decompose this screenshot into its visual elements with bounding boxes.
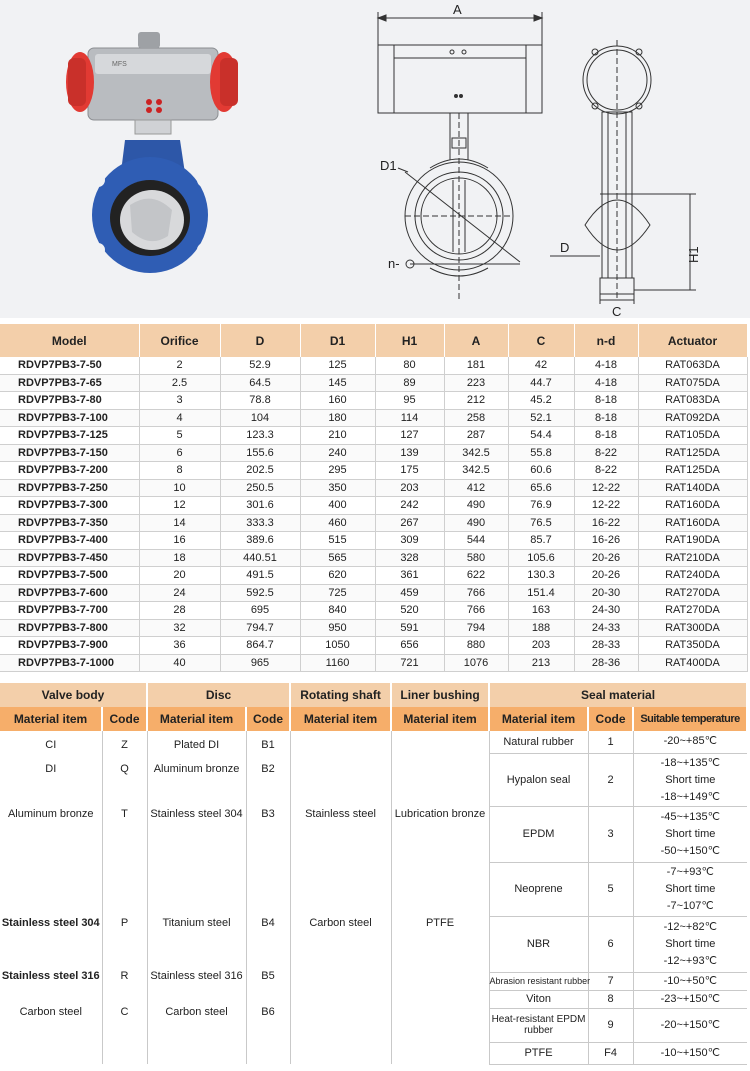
seal-temperature: -45~+135℃: [660, 810, 721, 823]
cell-actuator: RAT140DA: [638, 479, 747, 497]
cell-model: RDVP7PB3-7-350: [0, 514, 139, 532]
dimension-c-label: C: [612, 304, 622, 318]
cell-model: RDVP7PB3-7-80: [0, 392, 139, 410]
seal-temperature-note: Short time: [665, 773, 716, 786]
cell-orifice: 5: [139, 427, 220, 445]
cell-a: 342.5: [444, 444, 508, 462]
cell-h1: 242: [375, 497, 444, 515]
subheader-code: Code: [102, 707, 147, 731]
cell-d1: 400: [300, 497, 375, 515]
disc-code: B3: [261, 808, 275, 820]
cell-actuator: RAT160DA: [638, 514, 747, 532]
cell-d: 592.5: [220, 584, 300, 602]
cell-orifice: 32: [139, 619, 220, 637]
cell-d: 301.6: [220, 497, 300, 515]
cell-d: 64.5: [220, 374, 300, 392]
subheader-code: Code: [588, 707, 633, 731]
cell-model: RDVP7PB3-7-250: [0, 479, 139, 497]
cell-c: 54.4: [508, 427, 574, 445]
valve-body-code: Q: [120, 763, 129, 775]
disc-code: B4: [261, 917, 275, 929]
valve-body-item: Aluminum bronze: [7, 808, 94, 820]
cell-d: 104: [220, 409, 300, 427]
disc-code: B1: [261, 739, 275, 751]
seal-item: Hypalon seal: [489, 753, 588, 806]
cell-d1: 950: [300, 619, 375, 637]
subheader-material-item: Material item: [489, 707, 588, 731]
seal-item: Abrasion resistant rubber: [489, 972, 588, 990]
product-drawings: [0, 0, 750, 318]
seal-item: Viton: [489, 990, 588, 1008]
group-valve-body: Valve body: [0, 683, 147, 707]
cell-actuator: RAT083DA: [638, 392, 747, 410]
cell-orifice: 24: [139, 584, 220, 602]
cell-a: 223: [444, 374, 508, 392]
cell-actuator: RAT075DA: [638, 374, 747, 392]
cell-d: 78.8: [220, 392, 300, 410]
cell-d1: 145: [300, 374, 375, 392]
cell-h1: 127: [375, 427, 444, 445]
group-seal-material: Seal material: [489, 683, 747, 707]
cell-n-d: 12-22: [574, 479, 638, 497]
cell-h1: 721: [375, 654, 444, 672]
cell-d: 695: [220, 602, 300, 620]
cell-h1: 114: [375, 409, 444, 427]
cell-model: RDVP7PB3-7-400: [0, 532, 139, 550]
front-view-drawing: [378, 12, 542, 300]
seal-code: 1: [588, 731, 633, 753]
cell-actuator: RAT125DA: [638, 462, 747, 480]
cell-c: 76.9: [508, 497, 574, 515]
cell-n-d: 8-18: [574, 427, 638, 445]
col-header-d: D: [220, 324, 300, 357]
cell-d: 864.7: [220, 637, 300, 655]
cell-n-d: 4-18: [574, 357, 638, 374]
cell-c: 213: [508, 654, 574, 672]
seal-temperature: -50~+150℃: [660, 844, 721, 857]
cell-actuator: RAT270DA: [638, 584, 747, 602]
spec-row: [0, 549, 747, 567]
spec-row: [0, 514, 747, 532]
spec-row: [0, 374, 747, 392]
seal-temperature-cell: [633, 916, 747, 972]
cell-model: RDVP7PB3-7-500: [0, 567, 139, 585]
cell-n-d: 20-26: [574, 549, 638, 567]
subheader-material-item: Material item: [391, 707, 489, 731]
seal-code: 3: [588, 806, 633, 862]
cell-a: 580: [444, 549, 508, 567]
rotating-shaft-column: [290, 731, 391, 1064]
seal-code: 8: [588, 990, 633, 1008]
dimension-n-d-label: n-: [388, 256, 400, 271]
seal-item: Heat-resistant EPDM rubber: [489, 1008, 588, 1042]
seal-temperature-note: Short time: [665, 937, 716, 950]
dimension-h1-label: H1: [686, 246, 701, 263]
valve-body-item: DI: [45, 763, 57, 775]
product-illustration-area: [0, 0, 750, 318]
cell-a: 212: [444, 392, 508, 410]
cell-c: 45.2: [508, 392, 574, 410]
seal-item: Natural rubber: [489, 731, 588, 753]
cell-orifice: 2.5: [139, 374, 220, 392]
subheader-material-item: Material item: [0, 707, 102, 731]
rotating-shaft-item: Stainless steel: [305, 808, 376, 820]
cell-c: 85.7: [508, 532, 574, 550]
valve-body-code: Z: [121, 739, 128, 751]
cell-a: 490: [444, 514, 508, 532]
cell-a: 342.5: [444, 462, 508, 480]
spec-row: [0, 427, 747, 445]
cell-d1: 515: [300, 532, 375, 550]
cell-d1: 160: [300, 392, 375, 410]
cell-n-d: 28-36: [574, 654, 638, 672]
liner-bushing-column: [391, 731, 489, 1064]
col-header-orifice: Orifice: [139, 324, 220, 357]
col-header-a: A: [444, 324, 508, 357]
seal-code: 9: [588, 1008, 633, 1042]
cell-n-d: 24-30: [574, 602, 638, 620]
cell-n-d: 16-22: [574, 514, 638, 532]
disc-item: Plated DI: [173, 739, 220, 751]
seal-code: 5: [588, 862, 633, 916]
spec-row: [0, 392, 747, 410]
cell-d: 52.9: [220, 357, 300, 374]
cell-a: 766: [444, 602, 508, 620]
seal-item: Neoprene: [489, 862, 588, 916]
col-header-d1: D1: [300, 324, 375, 357]
cell-d1: 180: [300, 409, 375, 427]
spec-table-body: [0, 357, 747, 672]
cell-a: 766: [444, 584, 508, 602]
seal-temperature: -18~+149℃: [660, 790, 721, 803]
disc-item: Titanium steel: [162, 917, 231, 929]
valve-body-items-column: [0, 731, 102, 1064]
cell-actuator: RAT350DA: [638, 637, 747, 655]
seal-code: 6: [588, 916, 633, 972]
cell-d1: 210: [300, 427, 375, 445]
cell-orifice: 28: [139, 602, 220, 620]
cell-d1: 725: [300, 584, 375, 602]
seal-code: 7: [588, 972, 633, 990]
cell-a: 544: [444, 532, 508, 550]
dimension-a-label: A: [453, 2, 462, 17]
cell-model: RDVP7PB3-7-1000: [0, 654, 139, 672]
cell-h1: 89: [375, 374, 444, 392]
cell-d1: 295: [300, 462, 375, 480]
cell-model: RDVP7PB3-7-150: [0, 444, 139, 462]
cell-d1: 460: [300, 514, 375, 532]
cell-actuator: RAT063DA: [638, 357, 747, 374]
materials-table: [0, 683, 748, 1065]
cell-model: RDVP7PB3-7-200: [0, 462, 139, 480]
cell-a: 490: [444, 497, 508, 515]
liner-bushing-item: PTFE: [425, 917, 455, 929]
seal-temperature: -10~+150℃: [633, 1042, 747, 1064]
cell-actuator: RAT160DA: [638, 497, 747, 515]
valve-body-code: R: [120, 970, 129, 982]
spec-row: [0, 584, 747, 602]
cell-c: 130.3: [508, 567, 574, 585]
cell-h1: 656: [375, 637, 444, 655]
cell-model: RDVP7PB3-7-100: [0, 409, 139, 427]
seal-temperature: -23~+150℃: [633, 990, 747, 1008]
seal-temperature: -20~+150℃: [633, 1008, 747, 1042]
valve-body-code: C: [120, 1006, 129, 1018]
cell-n-d: 20-30: [574, 584, 638, 602]
seal-temperature: -7~107℃: [666, 899, 714, 912]
seal-temperature: -10~+50℃: [633, 972, 747, 990]
valve-body-item: Stainless steel 316: [1, 970, 100, 982]
seal-temperature: -12~+93℃: [663, 954, 717, 967]
cell-h1: 591: [375, 619, 444, 637]
col-header-model: Model: [0, 324, 139, 357]
dimension-d-label: D: [560, 240, 570, 255]
cell-c: 105.6: [508, 549, 574, 567]
cell-actuator: RAT125DA: [638, 444, 747, 462]
seal-temperature-note: Short time: [665, 882, 716, 895]
cell-h1: 267: [375, 514, 444, 532]
cell-d1: 565: [300, 549, 375, 567]
cell-model: RDVP7PB3-7-65: [0, 374, 139, 392]
rotating-shaft-item: Carbon steel: [309, 917, 372, 929]
cell-model: RDVP7PB3-7-600: [0, 584, 139, 602]
cell-model: RDVP7PB3-7-300: [0, 497, 139, 515]
cell-d: 965: [220, 654, 300, 672]
valve-body-codes-column: [102, 731, 147, 1064]
spec-row: [0, 462, 747, 480]
group-liner-bushing: Liner bushing: [391, 683, 489, 707]
disc-item: Stainless steel 316: [150, 970, 243, 982]
seal-temperature-note: Short time: [665, 827, 716, 840]
cell-a: 622: [444, 567, 508, 585]
cell-h1: 175: [375, 462, 444, 480]
spec-row: [0, 357, 747, 374]
cell-n-d: 8-22: [574, 444, 638, 462]
cell-model: RDVP7PB3-7-700: [0, 602, 139, 620]
cell-orifice: 8: [139, 462, 220, 480]
cell-n-d: 20-26: [574, 567, 638, 585]
seal-temperature-cell: [633, 806, 747, 862]
cell-orifice: 4: [139, 409, 220, 427]
cell-c: 52.1: [508, 409, 574, 427]
seal-temperature: -20~+85℃: [633, 731, 747, 753]
cell-c: 188: [508, 619, 574, 637]
seal-temperature: -12~+82℃: [663, 920, 717, 933]
spec-row: [0, 654, 747, 672]
cell-c: 44.7: [508, 374, 574, 392]
cell-n-d: 4-18: [574, 374, 638, 392]
cell-h1: 309: [375, 532, 444, 550]
cell-actuator: RAT190DA: [638, 532, 747, 550]
cell-orifice: 2: [139, 357, 220, 374]
cell-orifice: 6: [139, 444, 220, 462]
cell-actuator: RAT270DA: [638, 602, 747, 620]
subheader-material-item: Material item: [147, 707, 246, 731]
cell-orifice: 20: [139, 567, 220, 585]
seal-item: EPDM: [489, 806, 588, 862]
cell-n-d: 8-18: [574, 409, 638, 427]
group-disc: Disc: [147, 683, 290, 707]
spec-row: [0, 532, 747, 550]
actuator-brand-label: MFS: [112, 61, 127, 68]
cell-c: 151.4: [508, 584, 574, 602]
valve-body-item: Stainless steel 304: [1, 917, 100, 929]
cell-model: RDVP7PB3-7-800: [0, 619, 139, 637]
cell-n-d: 28-33: [574, 637, 638, 655]
spec-row: [0, 479, 747, 497]
valve-body-item: CI: [45, 739, 57, 751]
cell-a: 287: [444, 427, 508, 445]
cell-orifice: 40: [139, 654, 220, 672]
materials-group-header: [0, 683, 747, 707]
cell-model: RDVP7PB3-7-450: [0, 549, 139, 567]
subheader-code: Code: [246, 707, 290, 731]
spec-row: [0, 444, 747, 462]
cell-orifice: 36: [139, 637, 220, 655]
spec-table-header: [0, 324, 747, 357]
cell-actuator: RAT300DA: [638, 619, 747, 637]
cell-d1: 1160: [300, 654, 375, 672]
cell-h1: 520: [375, 602, 444, 620]
cell-a: 258: [444, 409, 508, 427]
cell-h1: 139: [375, 444, 444, 462]
cell-a: 181: [444, 357, 508, 374]
cell-c: 76.5: [508, 514, 574, 532]
disc-item: Aluminum bronze: [153, 763, 240, 775]
cell-actuator: RAT092DA: [638, 409, 747, 427]
cell-actuator: RAT210DA: [638, 549, 747, 567]
cell-n-d: 8-22: [574, 462, 638, 480]
spec-row: [0, 619, 747, 637]
cell-actuator: RAT105DA: [638, 427, 747, 445]
cell-n-d: 16-26: [574, 532, 638, 550]
valve-body-code: P: [120, 917, 129, 929]
cell-c: 60.6: [508, 462, 574, 480]
disc-item: Carbon steel: [165, 1006, 228, 1018]
cell-orifice: 16: [139, 532, 220, 550]
cell-c: 65.6: [508, 479, 574, 497]
seal-temperature-cell: [633, 753, 747, 806]
cell-h1: 361: [375, 567, 444, 585]
side-view-drawing: [550, 40, 696, 304]
seal-code: F4: [588, 1042, 633, 1064]
cell-d: 440.51: [220, 549, 300, 567]
group-rotating-shaft: Rotating shaft: [290, 683, 391, 707]
cell-h1: 80: [375, 357, 444, 374]
cell-c: 163: [508, 602, 574, 620]
seal-temperature-cell: [633, 862, 747, 916]
cell-n-d: 8-18: [574, 392, 638, 410]
cell-d1: 840: [300, 602, 375, 620]
spec-row: [0, 567, 747, 585]
cell-n-d: 12-22: [574, 497, 638, 515]
col-header-actuator: Actuator: [638, 324, 747, 357]
cell-a: 880: [444, 637, 508, 655]
subheader-suitable-temperature: Suitable temperature: [633, 707, 747, 731]
cell-d: 333.3: [220, 514, 300, 532]
spec-row: [0, 409, 747, 427]
cell-c: 42: [508, 357, 574, 374]
cell-h1: 203: [375, 479, 444, 497]
cell-orifice: 12: [139, 497, 220, 515]
disc-item: Stainless steel 304: [150, 808, 243, 820]
disc-code: B2: [261, 763, 275, 775]
material-row: [0, 731, 747, 753]
valve-body-code: T: [121, 808, 128, 820]
dimension-spec-table: [0, 324, 748, 672]
col-header-c: C: [508, 324, 574, 357]
seal-item: NBR: [489, 916, 588, 972]
cell-d: 491.5: [220, 567, 300, 585]
cell-a: 794: [444, 619, 508, 637]
materials-subheader: [0, 707, 747, 731]
disc-codes-column: [246, 731, 290, 1064]
dimension-d1-label: D1: [380, 158, 397, 173]
seal-temperature: -18~+135℃: [660, 756, 721, 769]
cell-n-d: 24-33: [574, 619, 638, 637]
cell-a: 1076: [444, 654, 508, 672]
col-header-h1: H1: [375, 324, 444, 357]
cell-orifice: 14: [139, 514, 220, 532]
seal-temperature: -7~+93℃: [666, 865, 714, 878]
cell-c: 203: [508, 637, 574, 655]
cell-d: 794.7: [220, 619, 300, 637]
spec-row: [0, 602, 747, 620]
seal-item: PTFE: [489, 1042, 588, 1064]
cell-h1: 95: [375, 392, 444, 410]
cell-a: 412: [444, 479, 508, 497]
cell-d1: 1050: [300, 637, 375, 655]
cell-orifice: 18: [139, 549, 220, 567]
valve-body-item: Carbon steel: [19, 1006, 82, 1018]
cell-orifice: 10: [139, 479, 220, 497]
cell-d1: 125: [300, 357, 375, 374]
cell-d1: 620: [300, 567, 375, 585]
cell-d1: 240: [300, 444, 375, 462]
cell-model: RDVP7PB3-7-900: [0, 637, 139, 655]
cell-model: RDVP7PB3-7-125: [0, 427, 139, 445]
cell-h1: 328: [375, 549, 444, 567]
spec-row: [0, 497, 747, 515]
cell-d1: 350: [300, 479, 375, 497]
liner-bushing-item: Lubrication bronze: [394, 808, 486, 820]
cell-d: 202.5: [220, 462, 300, 480]
disc-code: B6: [261, 1006, 275, 1018]
subheader-material-item: Material item: [290, 707, 391, 731]
disc-items-column: [147, 731, 246, 1064]
cell-h1: 459: [375, 584, 444, 602]
cell-model: RDVP7PB3-7-50: [0, 357, 139, 374]
valve-photo: [66, 32, 238, 273]
disc-code: B5: [261, 970, 275, 982]
cell-c: 55.8: [508, 444, 574, 462]
cell-actuator: RAT400DA: [638, 654, 747, 672]
seal-code: 2: [588, 753, 633, 806]
cell-d: 123.3: [220, 427, 300, 445]
col-header-n-d: n-d: [574, 324, 638, 357]
cell-orifice: 3: [139, 392, 220, 410]
cell-d: 389.6: [220, 532, 300, 550]
spec-row: [0, 637, 747, 655]
cell-actuator: RAT240DA: [638, 567, 747, 585]
cell-d: 250.5: [220, 479, 300, 497]
cell-d: 155.6: [220, 444, 300, 462]
